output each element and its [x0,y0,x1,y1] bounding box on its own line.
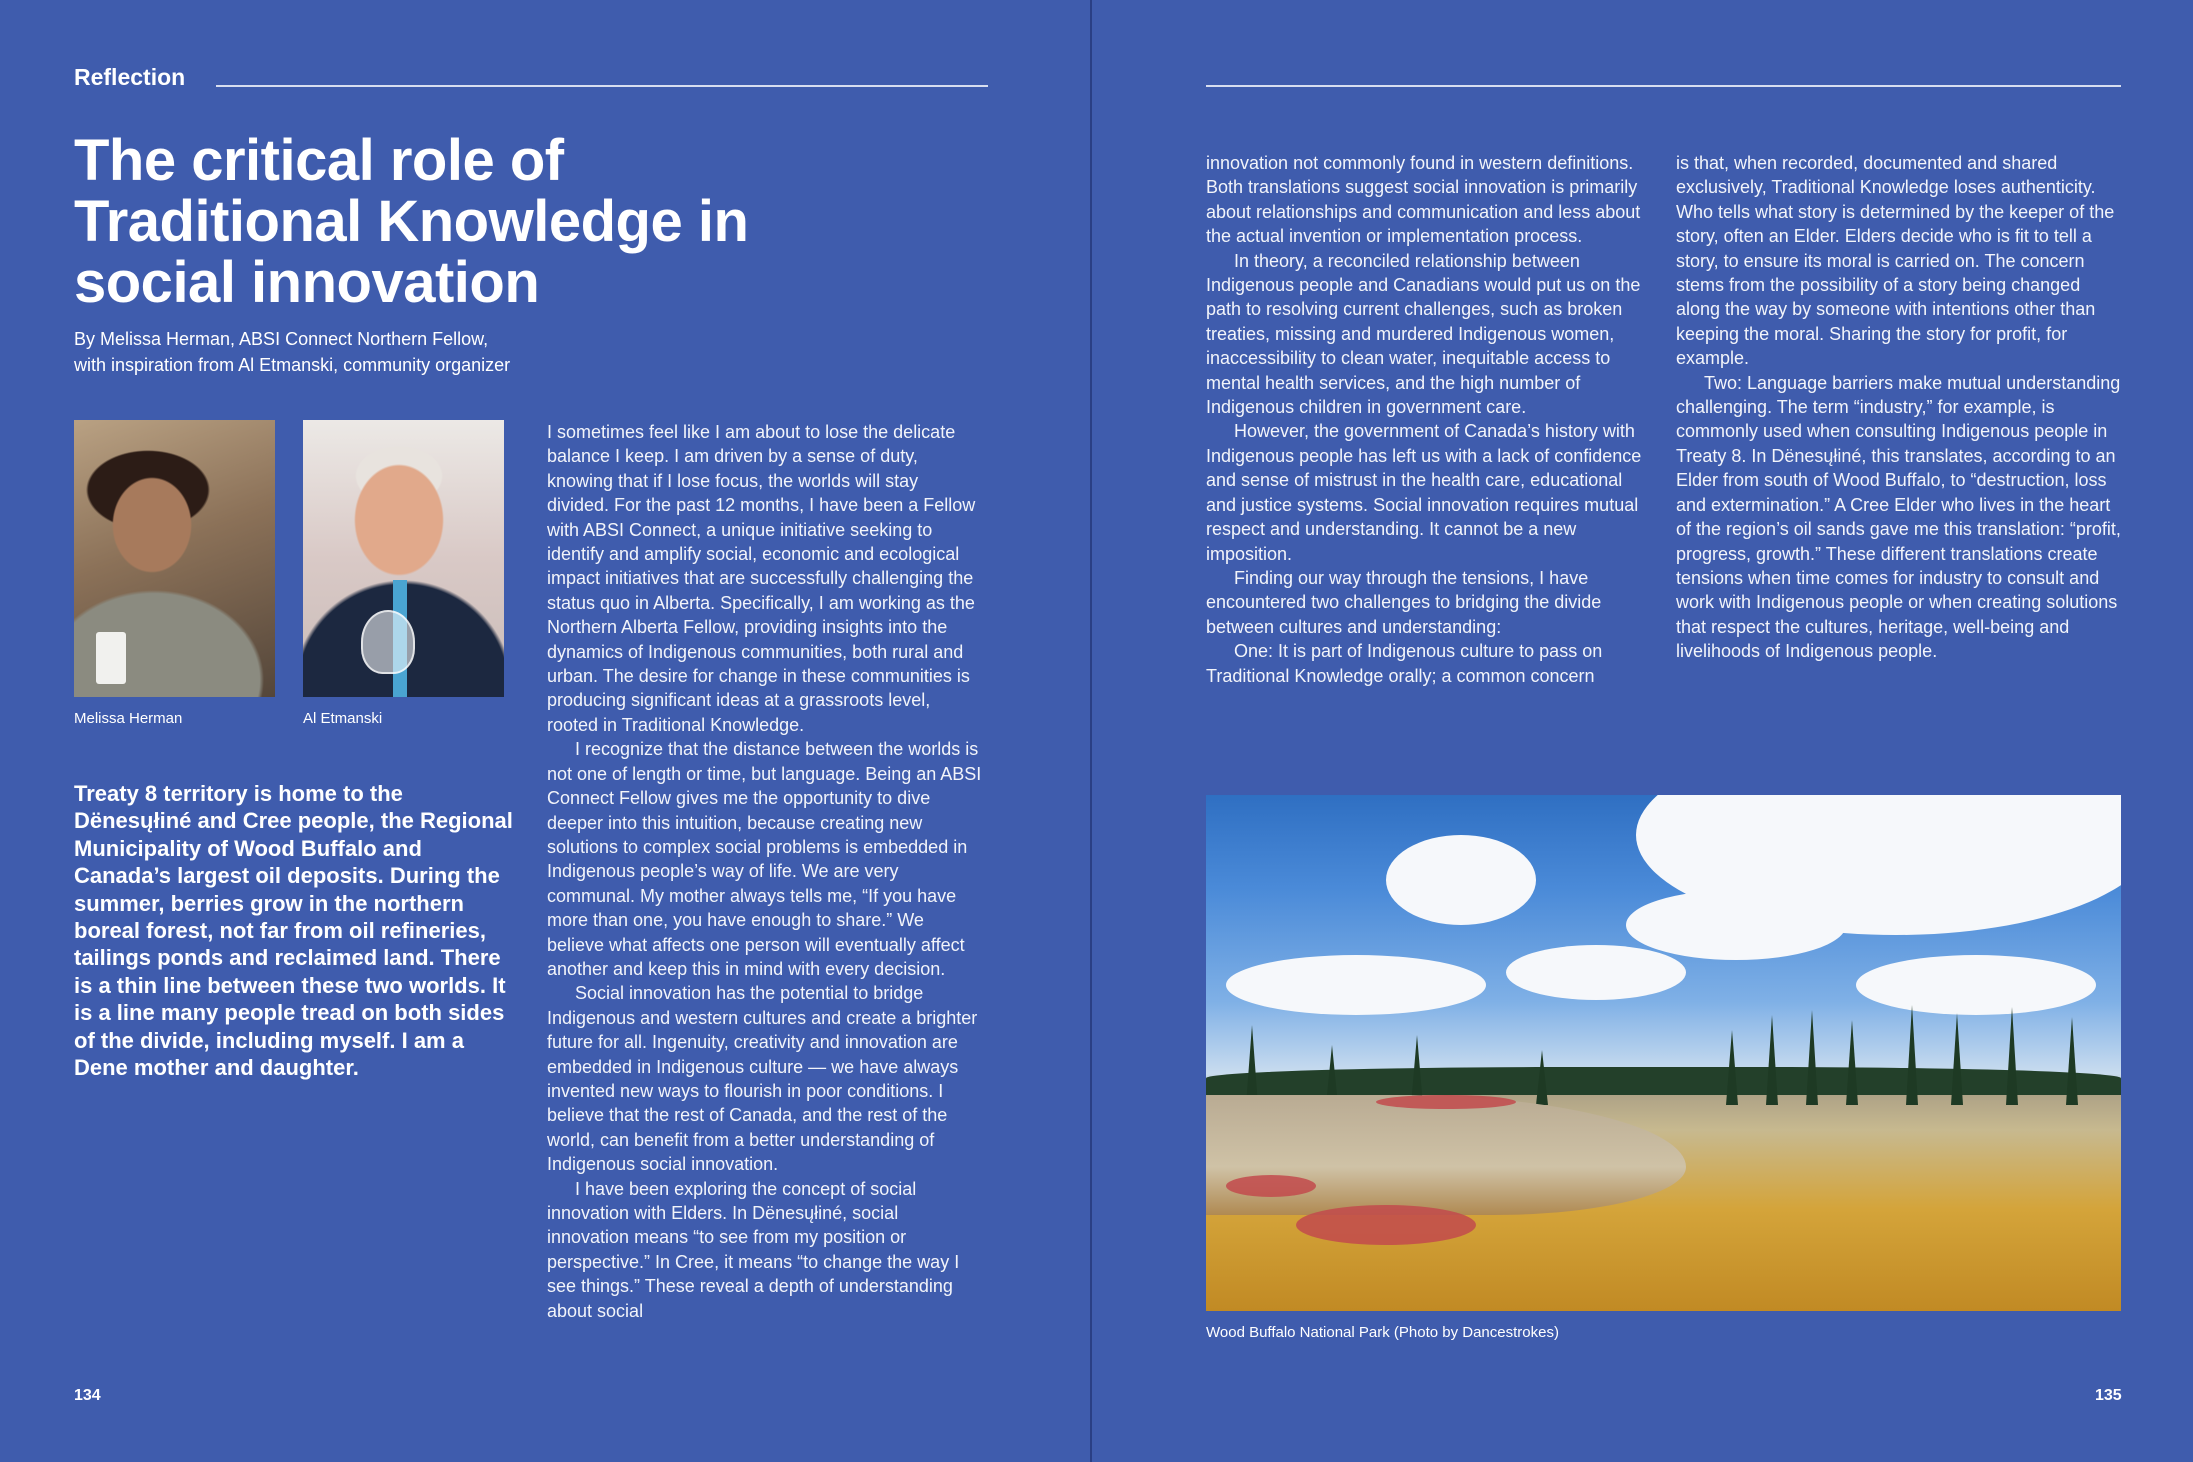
header-rule-right [1206,85,2121,87]
byline-line-1: By Melissa Herman, ABSI Connect Northern Fellow, [74,329,489,349]
al-etmanski-caption: Al Etmanski [303,710,383,727]
landscape-caption: Wood Buffalo National Park (Photo by Dancestrokes) [1206,1324,1559,1341]
body-paragraph: Two: Language barriers make mutual understanding challenging. The term “industry,” for example, is commonly used when consulting Indigenous people in Treaty 8. In Dënesųłiné, this translates, according to an Elder from south of Wood Buffalo, to “destruction, loss and extermination.” A Cree Elder who lives in the heart of the region’s oil sands gave me this translation: “profit, progress, growth.” These different translations create tensions when time comes for industry to consult and work with Indigenous people or when creating solutions that respect the cultures, heritage, well-being and livelihoods of Indigenous people. [1676,372,2121,662]
body-paragraph: I sometimes feel like I am about to lose the delicate balance I keep. I am driven by a sense of duty, knowing that if I lose focus, the worlds will stay divided. For the past 12 months, I have been a Fellow with ABSI Connect, a unique initiative seeking to identify and amplify social, economic and ecological impact initiatives that are successfully challenging the status quo in Alberta. Specifically, I am working as the Northern Alberta Fellow, providing insights into the dynamics of Indigenous communities, both rural and urban. The desire for change in these communities is producing significant ideas at a grassroots level, rooted in Traditional Knowledge. [547,422,976,735]
tree-shape [2006,1007,2018,1105]
tree-shape [1906,1005,1918,1105]
body-paragraph: In theory, a reconciled relationship between Indigenous people and Canadians would put us on the path to resolving current challenges, such as broken treaties, missing and murdered Indigenous women, inaccessibility to clean water, inequitable access to mental health services, and the high number of Indigenous children in government care. [1206,250,1641,418]
body-paragraph: is that, when recorded, documented and shared exclusively, Traditional Knowledge loses authenticity. Who tells what story is determined by the keeper of the story, often an Elder. Elders decide who is fit to tell a story, to ensure its moral is carried on. The concern stems from the possibility of a story being changed along the way by someone with intentions other than keeping the moral. Sharing the story for profit, for example. [1676,153,2115,369]
section-label: Reflection [74,64,186,90]
tree-shape [2066,1017,2078,1105]
melissa-herman-photo [74,420,275,697]
cup-shape [96,632,126,684]
tree-shape [1246,1025,1258,1105]
al-etmanski-photo [303,420,504,697]
body-paragraph: I recognize that the distance between the worlds is not one of length or time, but language. Being an ABSI Connect Fellow gives me the opportunity to dive deeper into this intuition, because creating new solutions to complex social problems is embedded in Indigenous people’s way of life. We are very communal. My mother always tells me, “If you have more than one, you have enough to share.” We believe what affects one person will eventually affect another and keep this in mind with every decision. [547,739,982,979]
tree-shape [1951,1013,1963,1105]
tree-shape [1726,1030,1738,1105]
headline: The critical role of Traditional Knowledge in social innovation [74,128,749,315]
body-paragraph: However, the government of Canada’s history with Indigenous people has left us with a lack of confidence and sense of mistrust in the health care, educational and justice systems. Social innovation requires mutual respect and understanding. It cannot be a new imposition. [1206,421,1642,564]
red-grass-patch [1376,1095,1516,1109]
melissa-herman-caption: Melissa Herman [74,710,183,727]
body-paragraph: I have been exploring the concept of social innovation with Elders. In Dënesųłiné, social innovation means “to see from my position or perspective.” In Cree, it means “to change the way I see things.” These reveal a depth of understanding about social [547,1178,960,1321]
cloud-shape [1386,835,1536,925]
tree-shape [1846,1020,1858,1105]
left-page [0,0,1090,1462]
byline [74,326,634,378]
body-column-3 [1676,151,2121,664]
tree-shape [1536,1050,1548,1105]
body-paragraph: Social innovation has the potential to bridge Indigenous and western cultures and create a brighter future for all. Ingenuity, creativity and innovation are embedded in Indigenous culture — we have always invented new ways to flourish in poor conditions. I believe that the rest of Canada, and the rest of the world, can benefit from a better understanding of Indigenous social innovation. [547,983,978,1175]
body-column-1 [547,420,985,1323]
pull-quote: Treaty 8 territory is home to the Dënesųłiné and Cree people, the Regional Municipality of Wood Buffalo and Canada’s largest oil deposits. During the summer, berries grow in the northern boreal forest, not far from oil refineries, tailings ponds and reclaimed land. There is a thin line between these two worlds. It is a line many people tread on both sides of the divide, including myself. I am a Dene mother and daughter. [74,781,513,1081]
page-number-left: 134 [74,1387,101,1404]
body-paragraph: Finding our way through the tensions, I have encountered two challenges to bridging the divide between cultures and understanding: [1206,567,1602,637]
header-rule-left [216,85,988,87]
wood-buffalo-landscape-photo [1206,795,2121,1311]
glass-shape [361,610,415,674]
body-column-2 [1206,151,1646,688]
spruce-trees [1206,1005,2121,1105]
tree-shape [1766,1015,1778,1105]
cloud-shape [1626,890,1846,960]
tree-shape [1806,1010,1818,1105]
body-paragraph: innovation not commonly found in western definitions. Both translations suggest social innovation is primarily about relationships and communication and less about the actual invention or implementation process. [1206,153,1641,247]
cloud-shape [1506,945,1686,1000]
page-number-right: 135 [2095,1387,2122,1404]
byline-line-2: with inspiration from Al Etmanski, community organizer [74,355,511,375]
body-paragraph: One: It is part of Indigenous culture to pass on Traditional Knowledge orally; a common concern [1206,641,1603,686]
red-grass-patch [1226,1175,1316,1197]
red-grass-patch [1296,1205,1476,1245]
